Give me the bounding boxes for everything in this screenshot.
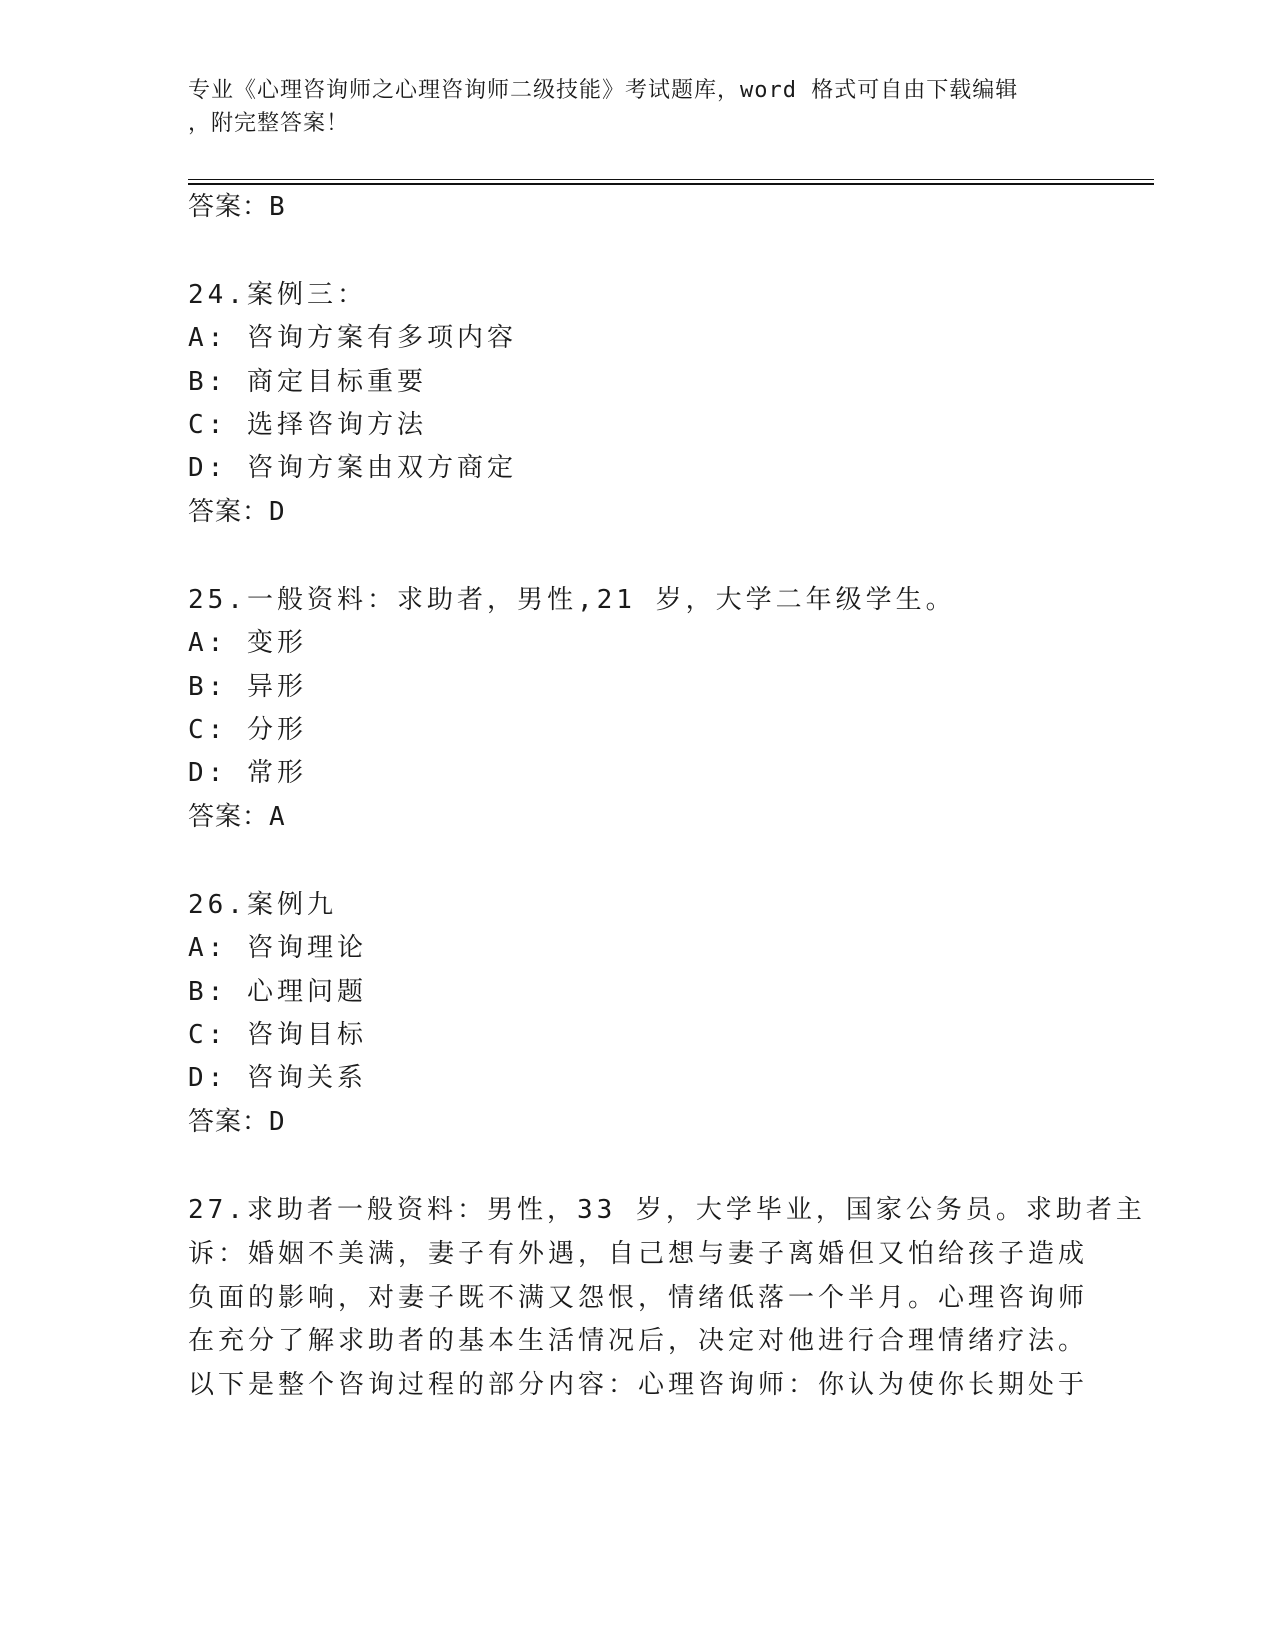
question-27-line-2: 诉：婚姻不美满，妻子有外遇，自己想与妻子离婚但又怕给孩子造成	[188, 1239, 1089, 1269]
question-stem-25: 25.一般资料：求助者，男性,21 岁，大学二年级学生。	[188, 585, 956, 615]
option-26-b: B: 心理问题	[188, 977, 367, 1007]
answer-value: B	[269, 192, 286, 222]
answer-value: D	[269, 1107, 286, 1137]
option-24-c: C: 选择咨询方法	[188, 410, 427, 440]
answer-value: A	[269, 802, 286, 832]
answer-label: 答案：	[188, 802, 270, 832]
header-line-1: 专业《心理咨询师之心理咨询师二级技能》考试题库，word 格式可自由下载编辑	[188, 78, 1019, 103]
option-25-a: A: 变形	[188, 628, 307, 658]
question-27-line-5: 以下是整个咨询过程的部分内容：心理咨询师：你认为使你长期处于	[188, 1370, 1089, 1400]
page-header	[188, 74, 1088, 140]
answer-label: 答案：	[188, 192, 270, 222]
option-25-b: B: 异形	[188, 672, 307, 702]
header-line-2: ，附完整答案！	[188, 111, 350, 136]
answer-value: D	[269, 497, 286, 527]
option-24-d: D: 咨询方案由双方商定	[188, 453, 517, 483]
answer-label: 答案：	[188, 1107, 270, 1137]
answer-line-25	[188, 796, 286, 833]
option-26-c: C: 咨询目标	[188, 1020, 367, 1050]
option-24-b: B: 商定目标重要	[188, 367, 427, 397]
question-27-line-3: 负面的影响，对妻子既不满又怨恨，情绪低落一个半月。心理咨询师	[188, 1283, 1089, 1313]
question-27-line-1: 27.求助者一般资料：男性，33 岁，大学毕业，国家公务员。求助者主	[188, 1195, 1146, 1225]
header-rule-thin	[188, 179, 1154, 180]
answer-label: 答案：	[188, 497, 270, 527]
question-27-line-4: 在充分了解求助者的基本生活情况后，决定对他进行合理情绪疗法。	[188, 1326, 1089, 1356]
option-25-c: C: 分形	[188, 715, 307, 745]
option-24-a: A: 咨询方案有多项内容	[188, 323, 517, 353]
answer-line-26	[188, 1101, 286, 1138]
option-26-d: D: 咨询关系	[188, 1063, 367, 1093]
option-25-d: D: 常形	[188, 758, 307, 788]
question-stem-24: 24.案例三：	[188, 280, 367, 310]
question-stem-26: 26.案例九	[188, 890, 337, 920]
header-rule-thick	[188, 183, 1154, 185]
answer-line-24	[188, 491, 286, 528]
answer-line-prev	[188, 186, 286, 223]
option-26-a: A: 咨询理论	[188, 933, 367, 963]
